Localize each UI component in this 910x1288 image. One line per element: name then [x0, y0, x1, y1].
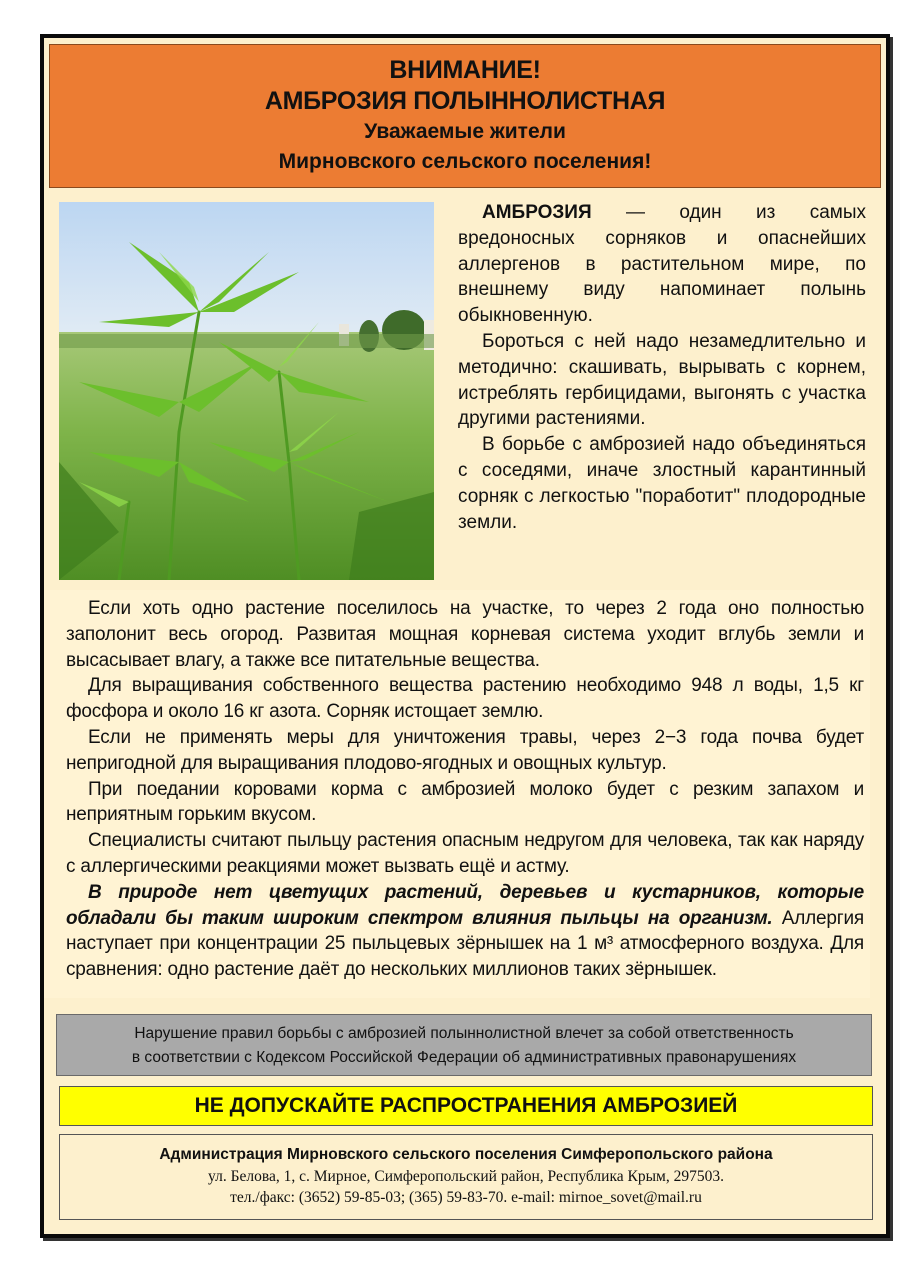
header-banner [49, 44, 881, 188]
address: ул. Белова, 1, с. Мирное, Симферопольский район, Республика Крым, 297503. [208, 1168, 724, 1185]
warning-slogan: НЕ ДОПУСКАЙТЕ РАСПРОСТРАНЕНИЯ АМБРОЗИЕЙ [59, 1086, 873, 1126]
contact-footer [59, 1134, 873, 1220]
legal-notice [56, 1014, 872, 1076]
ambrosia-term: АМБРОЗИЯ [482, 202, 592, 223]
body-paragraph-1: Если хоть одно растение поселилось на участке, то через 2 года оно полностью заполонит весь огород. Развитая мощная корневая система уходит вглубь земли и высасывает влагу, а также все питательные вещества. [66, 598, 864, 671]
emphasis-text: В природе нет цветущих растений, деревьев и кустарников, которые обладали бы таким широким спектром влияния пыльцы на организм. [66, 881, 864, 929]
legal-notice-line-1: Нарушение правил борьбы с амброзией полыннолистной влечет за собой ответственность [134, 1025, 794, 1042]
ragweed-photo [59, 202, 434, 580]
organization-name: Администрация Мирновского сельского поселения Симферопольского района [159, 1146, 773, 1163]
flyer-frame [40, 34, 890, 1238]
intro-paragraph-2: Бороться с ней надо незамедлительно и методично: скашивать, вырывать с корнем, истреблять гербицидами, выгонять с участка другими растениями. [458, 330, 866, 430]
attention-heading: ВНИМАНИЕ! [389, 56, 541, 84]
body-paragraph-2: Для выращивания собственного вещества растению необходимо 948 л воды, 1,5 кг фосфора и около 16 кг азота. Сорняк истощает землю. [66, 675, 864, 723]
plant-image-icon [59, 202, 434, 580]
greeting-line-1: Уважаемые жители [364, 120, 566, 143]
greeting-line-2: Мирновского сельского поселения! [278, 150, 652, 173]
intro-text [458, 200, 866, 535]
body-paragraph-5: Специалисты считают пыльцу растения опасным недругом для человека, так как наряду с аллергическими реакциями может вызвать ещё и астму. [66, 830, 864, 877]
body-paragraph-6: В природе нет цветущих растений, деревьев и кустарников, которые обладали бы таким широким спектром влияния пыльцы на организм. Аллергия наступает при концентрации 25 пыльцевых зёрнышек на 1 м³ атмосферного воздуха. Для сравнения: одно растение даёт до нескольких миллионов таких зёрнышек. [66, 881, 865, 981]
intro-paragraph-3: В борьбе с амброзией надо объединяться с соседями, иначе злостный карантинный сорняк с легкостью "поработит" плодородные земли. [458, 434, 866, 533]
main-text [44, 590, 870, 998]
body-paragraph-3: Если не применять меры для уничтожения травы, через 2−3 года почва будет непригодной для выращивания плодово-ягодных и овощных культур. [66, 726, 864, 774]
intro-paragraph-1: АМБРОЗИЯ — один из самых вредоносных сорняков и опаснейших аллергенов в растительном мире, по внешнему виду напоминает полынь обыкновенную. [458, 202, 866, 327]
plant-name-heading: АМБРОЗИЯ ПОЛЫННОЛИСТНАЯ [264, 87, 666, 115]
legal-notice-line-2: в соответствии с Кодексом Российской Федерации об административных правонарушениях [131, 1049, 797, 1066]
body-paragraph-4: При поедании коровами корма с амброзией молоко будет с резким запахом и неприятным горьким вкусом. [66, 778, 864, 826]
contact-info: тел./факс: (3652) 59-85-03; (365) 59-83-70. e-mail: mirnoe_sovet@mail.ru [230, 1189, 702, 1206]
